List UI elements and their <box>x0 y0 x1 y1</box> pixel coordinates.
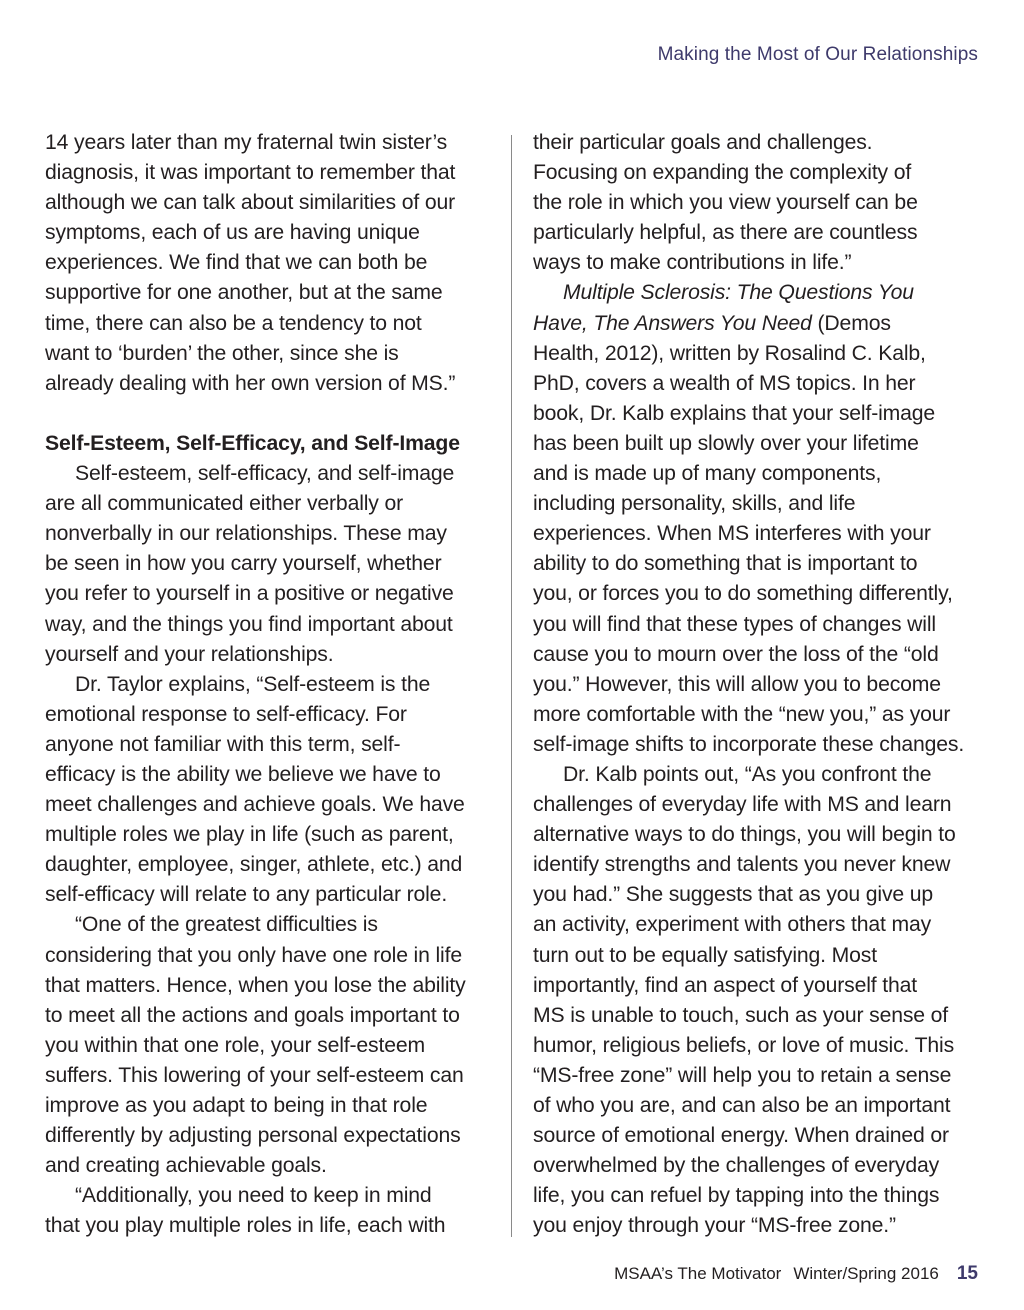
body-line: their particular goals and challenges. <box>533 131 873 154</box>
body-line: you will find that these types of changes will <box>533 612 936 636</box>
body-line: experiences. When MS interferes with your <box>533 522 931 546</box>
body-line: Focusing on expanding the complexity of <box>533 161 912 185</box>
body-line: “One of the greatest difficulties is <box>75 913 378 937</box>
body-line: daughter, employee, singer, athlete, etc.) and <box>45 853 463 877</box>
body-line: source of emotional energy. When drained or <box>533 1124 949 1148</box>
body-line: although we can talk about similarities of our <box>45 191 456 215</box>
body-line: self-image shifts to incorporate these changes. <box>533 732 965 756</box>
body-line: you had.” She suggests that as you give up <box>533 883 934 907</box>
body-line: meet challenges and achieve goals. We have <box>45 793 465 817</box>
publication-name: MSAA’s The Motivator <box>614 1264 782 1283</box>
body-line: you.” However, this will allow you to become <box>533 672 941 696</box>
book-title: Have, The Answers You Need <box>533 311 812 335</box>
body-line: you, or forces you to do something differently, <box>533 582 953 606</box>
body-line: Dr. Kalb points out, “As you confront the <box>563 762 932 786</box>
body-line: diagnosis, it was important to remember that <box>45 161 456 185</box>
body-line: supportive for one another, but at the same <box>45 281 443 305</box>
body-line: be seen in how you carry yourself, whether <box>45 552 442 576</box>
body-line: differently by adjusting personal expectations <box>45 1124 461 1148</box>
body-line: efficacy is the ability we believe we have to <box>45 762 441 786</box>
body-line: symptoms, each of us are having unique <box>45 221 420 245</box>
body-line: Self-esteem, self-efficacy, and self-image <box>75 462 455 486</box>
body-line: particularly helpful, as there are countless <box>533 221 918 245</box>
body-line: nonverbally in our relationships. These may <box>45 522 447 546</box>
body-line: and is made up of many components, <box>533 462 882 486</box>
body-line: improve as you adapt to being in that role <box>45 1094 428 1117</box>
body-line: considering that you only have one role in life <box>45 943 462 967</box>
running-title: Making the Most of Our Relationships <box>657 44 978 65</box>
body-line: overwhelmed by the challenges of everyday <box>533 1154 940 1178</box>
body-line: the role in which you view yourself can be <box>533 191 918 215</box>
body-line: has been built up slowly over your lifetime <box>533 431 919 455</box>
body-line: alternative ways to do things, you will begin to <box>533 823 956 847</box>
right-column <box>533 128 988 1241</box>
body-line: emotional response to self-efficacy. For <box>45 702 407 726</box>
body-line: life, you can refuel by tapping into the things <box>533 1184 940 1208</box>
body-line: “MS-free zone” will help you to retain a sense <box>533 1063 952 1087</box>
body-line: Health, 2012), written by Rosalind C. Kalb, <box>533 341 926 365</box>
body-line: you enjoy through your “MS-free zone.” <box>533 1214 896 1238</box>
body-line: challenges of everyday life with MS and learn <box>533 793 952 817</box>
body-line: you refer to yourself in a positive or negative <box>45 582 454 606</box>
body-line: Dr. Taylor explains, “Self-esteem is the <box>75 672 431 696</box>
body-line: multiple roles we play in life (such as parent, <box>45 823 454 847</box>
column-divider <box>511 135 512 1237</box>
body-line: yourself and your relationships. <box>45 642 334 666</box>
page-number: 15 <box>956 1263 978 1284</box>
body-line: of who you are, and can also be an important <box>533 1094 951 1117</box>
body-line: way, and the things you find important about <box>45 612 453 636</box>
body-text: (Demos <box>811 311 891 335</box>
body-line: already dealing with her own version of MS.” <box>45 371 456 395</box>
body-line: cause you to mourn over the loss of the “old <box>533 642 939 666</box>
issue-date: Winter/Spring 2016 <box>793 1264 939 1283</box>
page-footer <box>614 1263 978 1285</box>
body-line: identify strengths and talents you never knew <box>533 853 951 877</box>
body-line: ability to do something that is important to <box>533 552 918 576</box>
section-heading: Self-Esteem, Self-Efficacy, and Self-Image <box>45 431 460 455</box>
body-line: MS is unable to touch, such as your sense of <box>533 1003 949 1027</box>
book-title: Multiple Sclerosis: The Questions You <box>563 281 914 305</box>
body-line: ways to make contributions in life.” <box>533 251 852 275</box>
body-line: PhD, covers a wealth of MS topics. In her <box>533 371 916 395</box>
body-line: including personality, skills, and life <box>533 492 856 516</box>
body-line: anyone not familiar with this term, self- <box>45 732 401 756</box>
body-line: experiences. We find that we can both be <box>45 251 428 275</box>
body-line: turn out to be equally satisfying. Most <box>533 943 877 967</box>
body-line: importantly, find an aspect of yourself that <box>533 973 918 997</box>
body-line: book, Dr. Kalb explains that your self-image <box>533 401 936 425</box>
body-line: more comfortable with the “new you,” as your <box>533 702 951 726</box>
body-line: “Additionally, you need to keep in mind <box>75 1184 432 1208</box>
body-line: humor, religious beliefs, or love of music. This <box>533 1033 955 1057</box>
book-title-line <box>533 309 988 339</box>
body-line: 14 years later than my fraternal twin sister’s <box>45 131 448 154</box>
body-line: that matters. Hence, when you lose the ability <box>45 973 466 997</box>
body-line: and creating achievable goals. <box>45 1154 327 1178</box>
body-line: want to ‘burden’ the other, since she is <box>45 341 399 365</box>
body-line: suffers. This lowering of your self-esteem can <box>45 1063 464 1087</box>
body-line: an activity, experiment with others that may <box>533 913 932 937</box>
body-line: self-efficacy will relate to any particular role. <box>45 883 448 907</box>
body-line: to meet all the actions and goals important to <box>45 1003 460 1027</box>
body-line: you within that one role, your self-esteem <box>45 1033 425 1057</box>
paragraph-gap <box>45 399 500 429</box>
left-column <box>45 128 500 1241</box>
body-line: are all communicated either verbally or <box>45 492 404 516</box>
body-line: that you play multiple roles in life, each with <box>45 1214 446 1238</box>
book-title-line <box>533 278 988 308</box>
body-line: time, there can also be a tendency to not <box>45 311 422 335</box>
